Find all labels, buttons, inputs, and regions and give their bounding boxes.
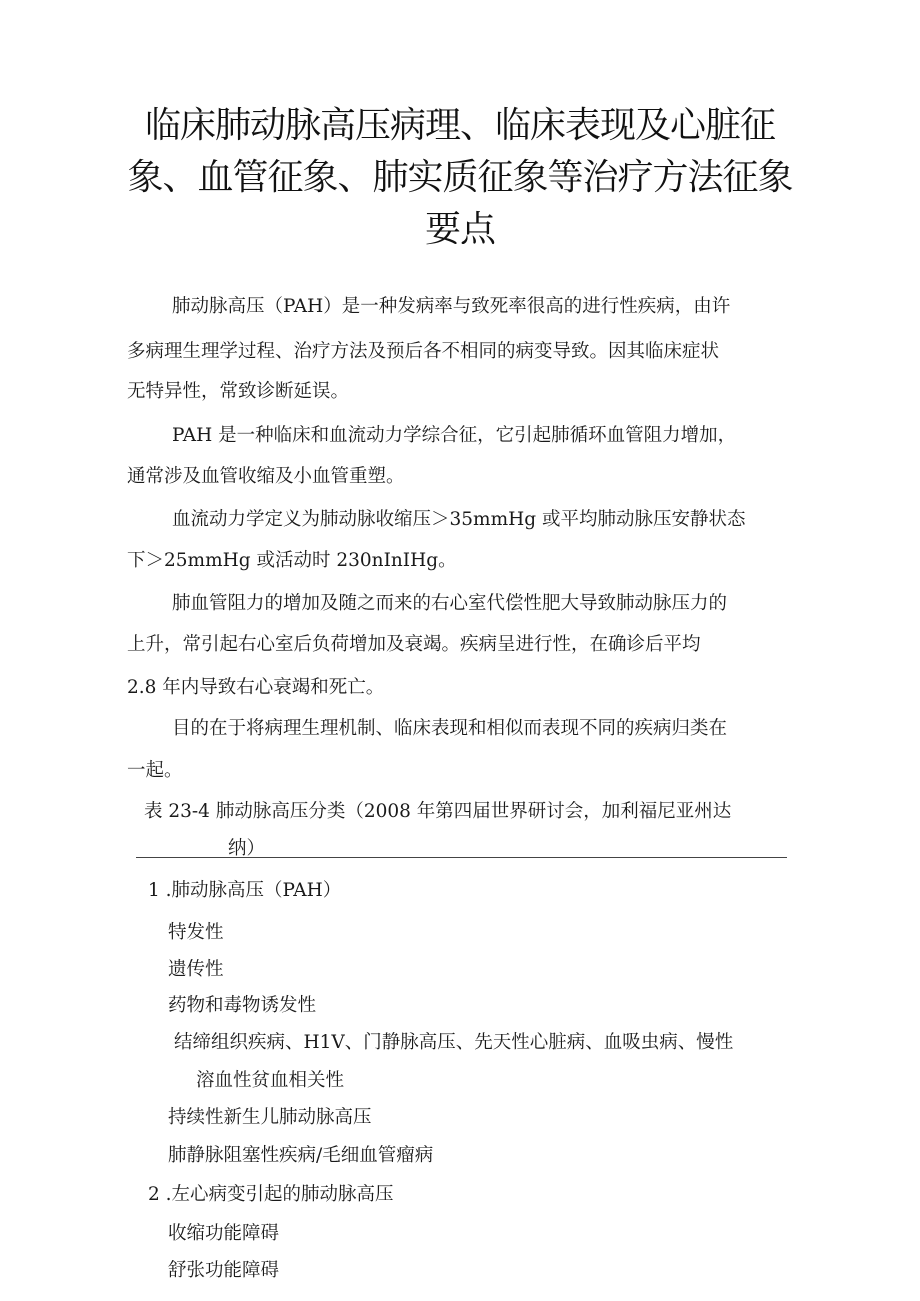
paragraph-1-line-1: 肺动脉高压（PAH）是一种发病率与致死率很高的进行性疾病，由许 (172, 296, 731, 317)
table-top-rule (136, 857, 787, 858)
table-caption-line-1: 表 23-4 肺动脉高压分类（2008 年第四届世界研讨会，加利福尼亚州达 (144, 801, 732, 822)
title-line-2: 象、血管征象、肺实质征象等治疗方法征象 (127, 157, 793, 198)
paragraph-5-line-1: 目的在于将病理生理机制、临床表现和相似而表现不同的疾病归类在 (172, 718, 728, 739)
group-1-item: 遗传性 (168, 959, 224, 980)
paragraph-2-line-1: PAH 是一种临床和血流动力学综合征，它引起肺循环血管阻力增加， (172, 425, 737, 446)
paragraph-4-line-2: 上升，常引起右心室后负荷增加及衰竭。疾病呈进行性，在确诊后平均 (127, 634, 701, 655)
paragraph-3-line-2: 下＞25mmHg 或活动时 230nInIHg。 (127, 550, 457, 571)
paragraph-4-line-3: 2.8 年内导致右心衰竭和死亡。 (127, 677, 385, 698)
paragraph-1-line-2: 多病理生理学过程、治疗方法及预后各不相同的病变导致。因其临床症状 (127, 341, 720, 362)
group-1-item: 肺静脉阻塞性疾病/毛细血管瘤病 (168, 1145, 434, 1166)
document-title (120, 100, 800, 256)
group-1-heading: 1 .肺动脉高压（PAH） (148, 880, 342, 901)
group-2-item: 舒张功能障碍 (168, 1260, 280, 1281)
title-line-3: 要点 (424, 209, 495, 250)
group-2-item: 收缩功能障碍 (168, 1223, 280, 1244)
group-2-heading: 2 .左心病变引起的肺动脉高压 (148, 1184, 394, 1205)
group-1-item-continuation: 溶血性贫血相关性 (196, 1070, 345, 1091)
group-1-item: 特发性 (168, 922, 224, 943)
paragraph-5-line-2: 一起。 (127, 760, 183, 781)
paragraph-4-line-1: 肺血管阻力的增加及随之而来的右心室代偿性肥大导致肺动脉压力的 (172, 593, 728, 614)
paragraph-3-line-1: 血流动力学定义为肺动脉收缩压＞35mmHg 或平均肺动脉压安静状态 (172, 509, 746, 530)
group-1-item: 结缔组织疾病、H1V、门静脉高压、先天性心脏病、血吸虫病、慢性 (174, 1032, 734, 1053)
title-line-1: 临床肺动脉高压病理、临床表现及心脏征 (144, 105, 775, 146)
paragraph-2-line-2: 通常涉及血管收缩及小血管重塑。 (127, 466, 405, 487)
group-1-item: 药物和毒物诱发性 (168, 995, 317, 1016)
table-caption-line-2: 纳） (228, 838, 266, 859)
group-1-item: 持续性新生儿肺动脉高压 (168, 1107, 372, 1128)
paragraph-1-line-3: 无特异性，常致诊断延误。 (127, 381, 350, 402)
